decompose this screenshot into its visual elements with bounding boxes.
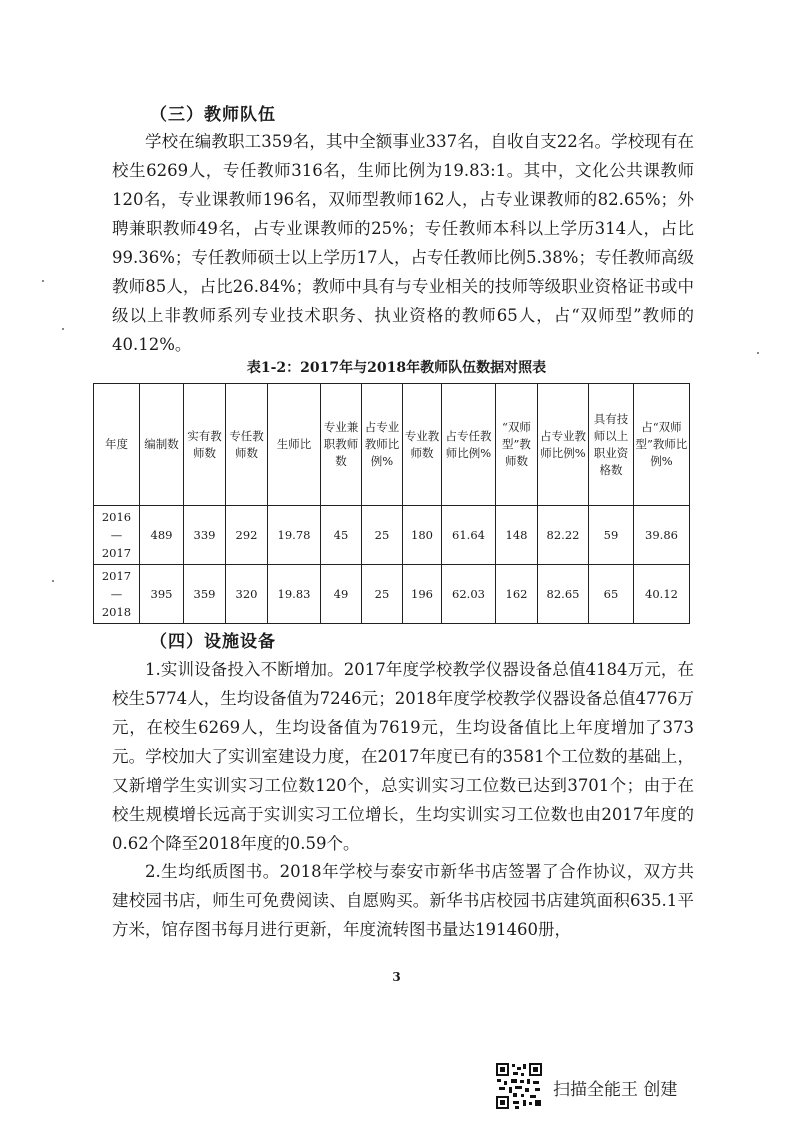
table-cell: 196 xyxy=(403,565,442,624)
header-cell: 占“双师型”教师比例% xyxy=(634,384,690,506)
header-cell: 生师比 xyxy=(268,384,321,506)
table-cell: 19.78 xyxy=(268,506,321,565)
teachers-paragraph: 学校在编教职工359名，其中全额事业337名，自收自支22名。学校现有在校生6269人，专任教师316名，生师比例为19.83:1。其中，文化公共课教师120名，专业课教师196名，双师型教师162人，占专业课教师的82.65%；外聘兼职教师49名，占专业课教师的25%；专任教师本科以上学历314人，占比99.36%；专任教师硕士以上学历17人，占专任教师比例5.38%；专任教师高级教师85人，占比26.84%；教师中具有与专业相关的技师等级职业资格证书或中级以上非教师系列专业技术职务、执业资格的教师65人，占“双师型”教师的40.12%。 xyxy=(112,132,694,354)
year-end: 2018 xyxy=(101,605,132,619)
qr-code-icon xyxy=(495,1062,543,1110)
header-cell: 专任教师数 xyxy=(226,384,268,506)
table-caption: 表1-2：2017年与2018年教师队伍数据对照表 xyxy=(246,360,547,376)
header-cell: 专业教师数 xyxy=(403,384,442,506)
table-cell: 148 xyxy=(496,506,538,565)
section-heading-facilities: （四）设施设备 xyxy=(150,632,276,652)
table-cell: 82.65 xyxy=(538,565,589,624)
year-start: 2016 xyxy=(101,510,132,524)
table-cell: 62.03 xyxy=(442,565,496,624)
table-cell: 489 xyxy=(140,506,184,565)
header-cell: 具有技师以上职业资格数 xyxy=(589,384,634,506)
header-cell: 占专任教师比例% xyxy=(442,384,496,506)
header-cell: 年度 xyxy=(94,384,140,506)
header-cell: “双师型”教师数 xyxy=(496,384,538,506)
table-row xyxy=(94,506,690,565)
table-cell: 45 xyxy=(321,506,362,565)
year-dash: — xyxy=(110,587,123,601)
table-cell: 59 xyxy=(589,506,634,565)
facilities-paragraph-1: 1.实训设备投入不断增加。2017年度学校教学仪器设备总值4184万元，在校生5774人，生均设备值为7246元；2018年度学校教学仪器设备总值4776万元，在校生6269人，生均设备值为7619元，生均设备值比上年度增加了373元。学校加大了实训室建设力度，在2017年度已有的3581个工位数的基础上，又新增学生实训实习工位数120个，总实训实习工位数已达到3701个；由于在校生规模增长远高于实训实习工位增长，生均实训实习工位数也由2017年度的0.62个降至2018年度的0.59个。 xyxy=(112,660,694,853)
scanner-watermark-text: 扫描全能王 创建 xyxy=(553,1080,678,1100)
table-cell: 19.83 xyxy=(268,565,321,624)
year-end: 2017 xyxy=(101,546,132,560)
table-cell: 82.22 xyxy=(538,506,589,565)
table-cell: 320 xyxy=(226,565,268,624)
table-cell: 25 xyxy=(362,565,403,624)
table-cell: 39.86 xyxy=(634,506,690,565)
scan-speck xyxy=(42,280,44,282)
table-cell: 162 xyxy=(496,565,538,624)
header-cell: 占专业教师比例% xyxy=(538,384,589,506)
section-heading-teachers: （三）教师队伍 xyxy=(150,105,276,125)
table-header-row xyxy=(94,384,690,506)
facilities-paragraph-2: 2.生均纸质图书。2018年学校与泰安市新华书店签署了合作协议，双方共建校园书店，师生可免费阅读、自愿购买。新华书店校园书店建筑面积635.1平方米，馆存图书每月进行更新，年度流转图书量达191460册， xyxy=(112,862,694,939)
year-cell xyxy=(94,506,140,565)
table-cell: 65 xyxy=(589,565,634,624)
page-number: 3 xyxy=(392,970,401,984)
header-cell: 实有教师数 xyxy=(184,384,226,506)
year-cell xyxy=(94,565,140,624)
scan-speck xyxy=(757,352,759,354)
year-start: 2017 xyxy=(101,569,132,583)
table-row xyxy=(94,565,690,624)
header-cell: 专业兼职教师数 xyxy=(321,384,362,506)
header-cell: 占专业教师比例% xyxy=(362,384,403,506)
table-cell: 49 xyxy=(321,565,362,624)
table-cell: 61.64 xyxy=(442,506,496,565)
table-cell: 25 xyxy=(362,506,403,565)
year-dash: — xyxy=(110,528,123,542)
table-cell: 180 xyxy=(403,506,442,565)
table-cell: 395 xyxy=(140,565,184,624)
header-cell: 编制数 xyxy=(140,384,184,506)
table-cell: 359 xyxy=(184,565,226,624)
table-cell: 40.12 xyxy=(634,565,690,624)
scan-speck xyxy=(52,580,54,582)
table-cell: 292 xyxy=(226,506,268,565)
table-cell: 339 xyxy=(184,506,226,565)
scan-speck xyxy=(62,328,64,330)
teacher-data-table xyxy=(93,383,690,624)
